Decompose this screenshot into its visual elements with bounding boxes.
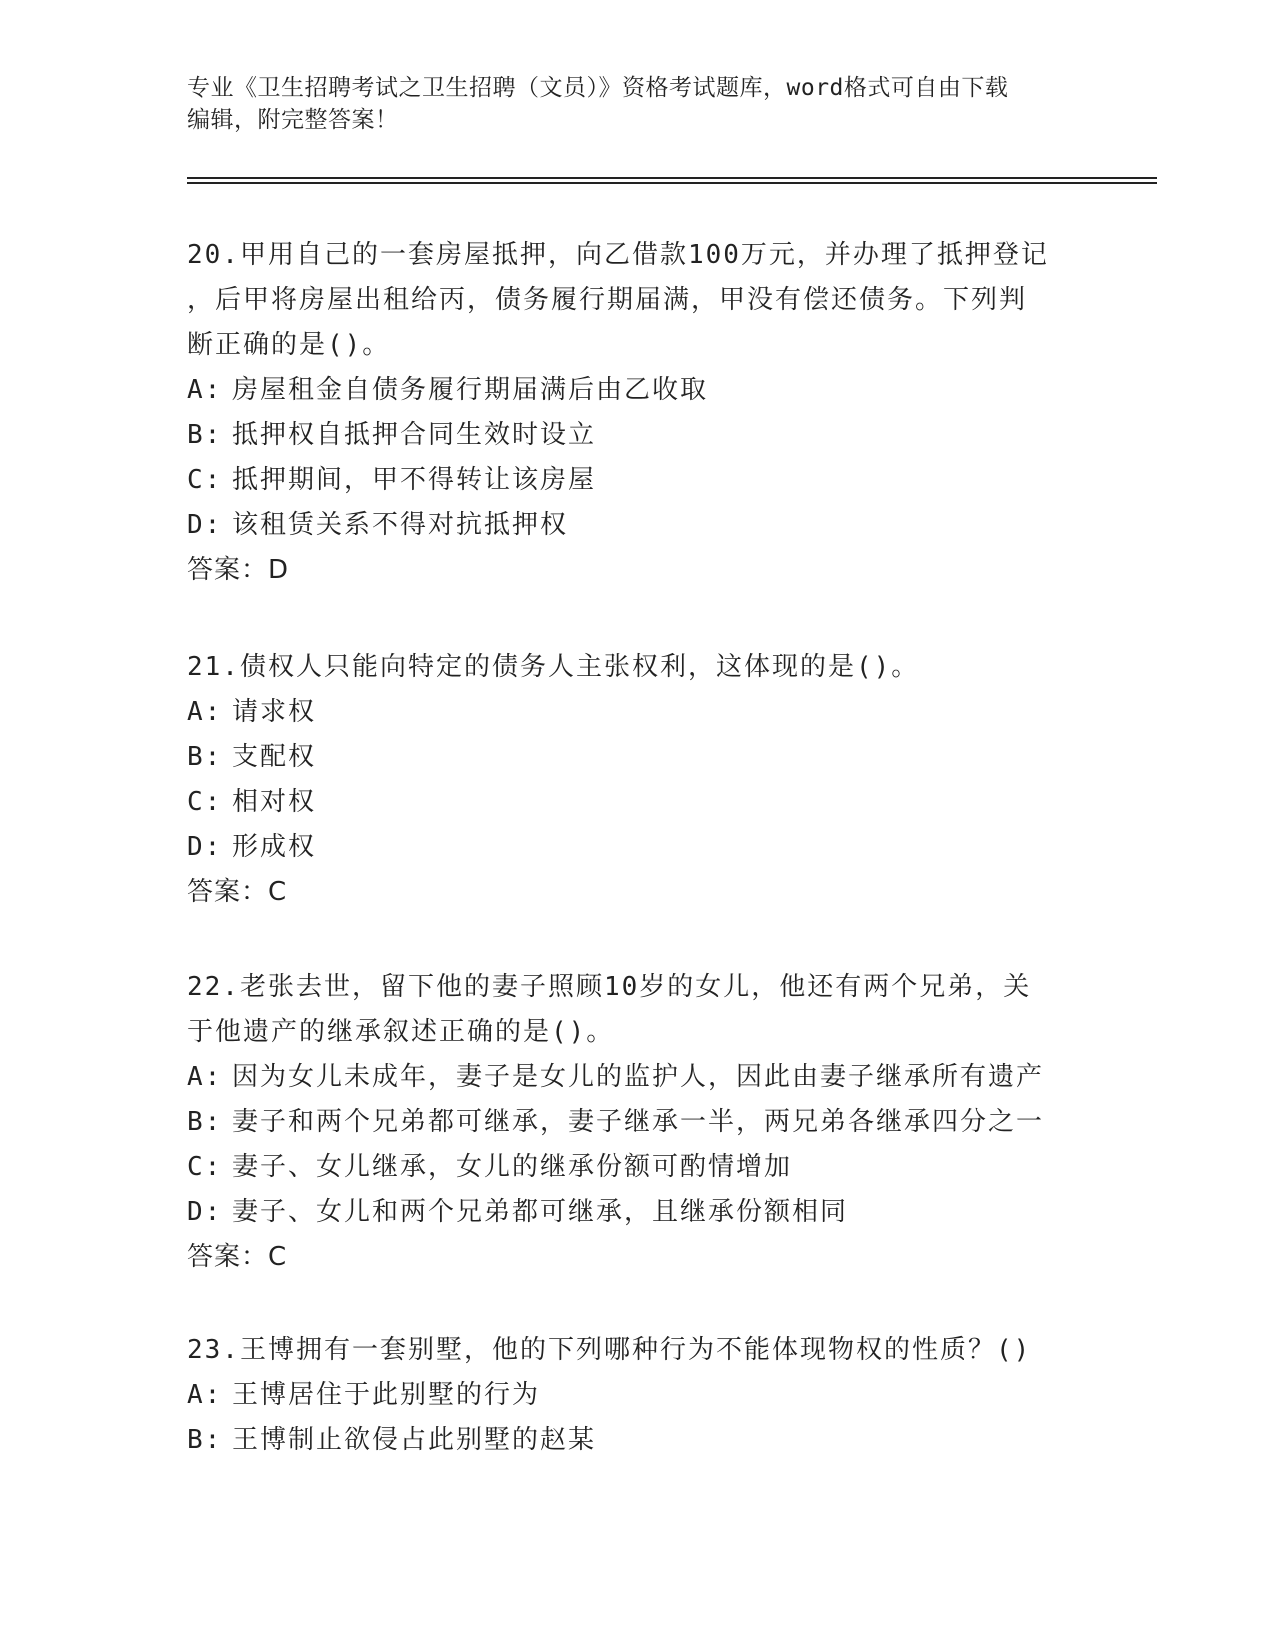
question-stem-line: 21.债权人只能向特定的债务人主张权利，这体现的是()。 bbox=[187, 652, 920, 682]
option-c bbox=[187, 458, 1087, 503]
answer-label: 答案：C bbox=[187, 1242, 288, 1272]
option-a bbox=[187, 690, 1087, 735]
option-text: 王博制止欲侵占此别墅的赵某 bbox=[232, 1425, 597, 1455]
option-a bbox=[187, 368, 1087, 413]
option-letter: A: bbox=[187, 697, 223, 727]
question-21 bbox=[187, 645, 1087, 915]
question-stem-line: 于他遗产的继承叙述正确的是()。 bbox=[187, 1017, 615, 1047]
option-letter: B: bbox=[187, 1107, 223, 1137]
option-text: 妻子和两个兄弟都可继承，妻子继承一半，两兄弟各继承四分之一 bbox=[232, 1107, 1045, 1137]
question-stem-line: 断正确的是()。 bbox=[187, 330, 391, 360]
question-23 bbox=[187, 1328, 1087, 1463]
option-c bbox=[187, 780, 1087, 825]
question-stem-line: 20.甲用自己的一套房屋抵押，向乙借款100万元，并办理了抵押登记 bbox=[187, 240, 1049, 270]
option-a bbox=[187, 1373, 1087, 1418]
answer-label: 答案：D bbox=[187, 555, 290, 585]
option-letter: A: bbox=[187, 375, 223, 405]
header-line-1: 专业《卫生招聘考试之卫生招聘（文员）》资格考试题库，word格式可自由下载 bbox=[187, 75, 1009, 101]
header-divider-top bbox=[187, 177, 1157, 179]
option-letter: D: bbox=[187, 510, 223, 540]
option-letter: C: bbox=[187, 787, 223, 817]
option-b bbox=[187, 1100, 1087, 1145]
option-d bbox=[187, 1190, 1087, 1235]
option-b bbox=[187, 735, 1087, 780]
option-d bbox=[187, 503, 1087, 548]
option-letter: C: bbox=[187, 1152, 223, 1182]
option-text: 妻子、女儿和两个兄弟都可继承，且继承份额相同 bbox=[232, 1197, 849, 1227]
option-b bbox=[187, 1418, 1087, 1463]
option-text: 相对权 bbox=[232, 787, 317, 817]
option-letter: B: bbox=[187, 1425, 223, 1455]
question-stem-line: ，后甲将房屋出租给丙，债务履行期届满，甲没有偿还债务。下列判 bbox=[187, 285, 1028, 315]
option-text: 抵押期间，甲不得转让该房屋 bbox=[232, 465, 597, 495]
header-line-2: 编辑，附完整答案！ bbox=[187, 107, 399, 133]
question-20 bbox=[187, 233, 1087, 593]
option-letter: D: bbox=[187, 1197, 223, 1227]
header-divider-bottom bbox=[187, 182, 1157, 184]
option-d bbox=[187, 825, 1087, 870]
option-text: 因为女儿未成年，妻子是女儿的监护人，因此由妻子继承所有遗产 bbox=[232, 1062, 1045, 1092]
option-text: 形成权 bbox=[232, 832, 317, 862]
question-22 bbox=[187, 965, 1087, 1280]
option-text: 房屋租金自债务履行期届满后由乙收取 bbox=[232, 375, 709, 405]
option-letter: B: bbox=[187, 420, 223, 450]
document-header bbox=[187, 72, 1087, 136]
answer-label: 答案：C bbox=[187, 877, 288, 907]
option-letter: A: bbox=[187, 1062, 223, 1092]
question-stem-line: 23.王博拥有一套别墅，他的下列哪种行为不能体现物权的性质？() bbox=[187, 1335, 1032, 1365]
option-text: 王博居住于此别墅的行为 bbox=[232, 1380, 541, 1410]
option-letter: A: bbox=[187, 1380, 223, 1410]
option-c bbox=[187, 1145, 1087, 1190]
option-letter: D: bbox=[187, 832, 223, 862]
option-text: 请求权 bbox=[232, 697, 317, 727]
option-a bbox=[187, 1055, 1087, 1100]
question-stem-line: 22.老张去世，留下他的妻子照顾10岁的女儿，他还有两个兄弟，关 bbox=[187, 972, 1032, 1002]
option-letter: C: bbox=[187, 465, 223, 495]
option-text: 支配权 bbox=[232, 742, 317, 772]
option-text: 妻子、女儿继承，女儿的继承份额可酌情增加 bbox=[232, 1152, 793, 1182]
option-b bbox=[187, 413, 1087, 458]
option-text: 该租赁关系不得对抗抵押权 bbox=[232, 510, 569, 540]
option-text: 抵押权自抵押合同生效时设立 bbox=[232, 420, 597, 450]
option-letter: B: bbox=[187, 742, 223, 772]
